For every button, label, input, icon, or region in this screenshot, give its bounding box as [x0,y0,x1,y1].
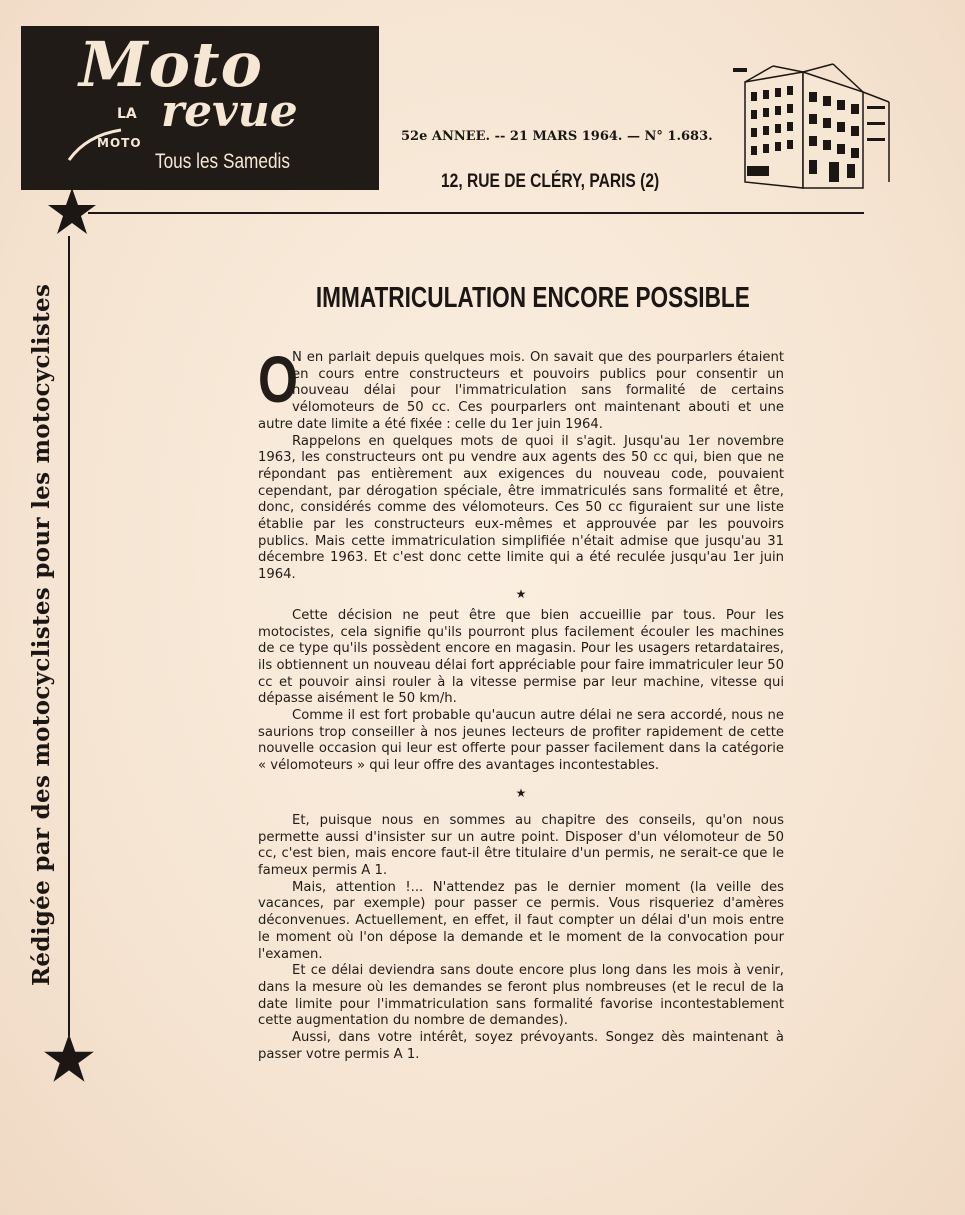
article-paragraph: Mais, attention !... N'attendez pas le dernier moment (la veille des vacances, par exemple) pour passer ce permis. Vous risqueriez d'amères déconvenues. Actuellement, en effet, il faut compter un délai d'un mois entre le moment où l'on dépose la demande et le moment de la convocation pour l'examen. [258,879,784,962]
masthead-logo [21,26,379,190]
article-paragraph: Comme il est fort probable qu'aucun autre délai ne sera accordé, nous ne saurions trop conseiller à nos jeunes lecteurs de profiter rapidement de cette nouvelle occasion qui leur est offerte pour passer facilement dans la catégorie « vélomoteurs » qui leur offre des avantages incontestables. [258,708,784,774]
article-paragraph: Aussi, dans votre intérêt, soyez prévoyants. Songez dès maintenant à passer votre permis A 1. [258,1030,784,1062]
paragraph-text: N en parlait depuis quelques mois. On savait que des pourparlers étaient en cours entre constructeurs et pouvoirs publics pour consentir un nouveau délai pour l'immatriculation sans formalité de certains vélomoteurs de 50 cc. Ces pourparlers ont maintenant abouti et une autre date limite a été fixée : celle du 1er juin 1964. [258,350,784,432]
drop-cap: O [258,342,299,416]
article-paragraph: Et, puisque nous en sommes au chapitre des conseils, qu'on nous permette aussi d'insister sur un autre point. Disposer d'un vélomoteur de 50 cc, c'est bien, mais encore faut-il être titulaire d'un permis, ne serait-ce que le fameux permis A 1. [258,812,784,878]
article-body [258,342,784,1063]
issue-line: 52e ANNEE. -- 21 MARS 1964. — N° 1.683. [401,129,713,144]
header-divider [88,212,864,214]
article-paragraph: Cette décision ne peut être que bien accueillie par tous. Pour les motocistes, cela signifie qu'ils pourront plus facilement écouler les machines de ce type qu'ils possèdent encore en magasin. Pour les usagers retardataires, ils obtiennent un nouveau délai fort appréciable pour faire immatriculer leur 50 cc et pouvoir ainsi rouler à la vitesse permise par leur machine, vitesse qui dépasse aisément le 50 km/h. [258,607,784,707]
logo-revue-text: revue [161,86,298,137]
article-headline: IMMATRICULATION ENCORE POSSIBLE [315,282,750,314]
star-ornament-icon [44,186,100,238]
building-illustration-icon [733,62,891,190]
star-ornament-icon [40,1032,98,1086]
logo-la-text: LA [117,106,137,122]
logo-moto-small-text: MOTO [97,136,142,150]
section-separator: ★ [515,586,527,601]
article-paragraph [258,342,784,434]
section-separator: ★ [515,785,527,800]
article-paragraph: Rappelons en quelques mots de quoi il s'agit. Jusqu'au 1er novembre 1963, les constructeurs ont pu vendre aux agents des 50 cc qui, bien que ne répondant pas entièrement aux exigences du nouveau code, pouvaient cependant, par dérogation spéciale, être immatriculés sans formalité et être, donc, considérés comme des vélomoteurs. Ces 50 cc figuraient sur une liste établie par les constructeurs eux-mêmes et approuvée par les pouvoirs publics. Mais cette immatriculation simplifiée n'était admise que jusqu'au 31 décembre 1963. Et c'est donc cette limite qui a été reculée jusqu'au 1er juin 1964. [258,433,784,583]
logo-moto-text: Moto [79,28,263,101]
sidebar-vertical-slogan: Rédigée par des motocyclistes pour les motocyclistes [28,283,55,986]
article-paragraph: Et ce délai deviendra sans doute encore plus long dans les mois à venir, dans la mesure où les demandes se feront plus nombreuses (et le recul de la date limite pour l'immatriculation sans formalité favorise incontestablement cette augmentation du nombre de demandes). [258,963,784,1029]
masthead-tagline: Tous les Samedis [155,150,290,173]
sidebar-divider [68,236,70,1036]
address: 12, RUE DE CLÉRY, PARIS (2) [441,171,660,192]
